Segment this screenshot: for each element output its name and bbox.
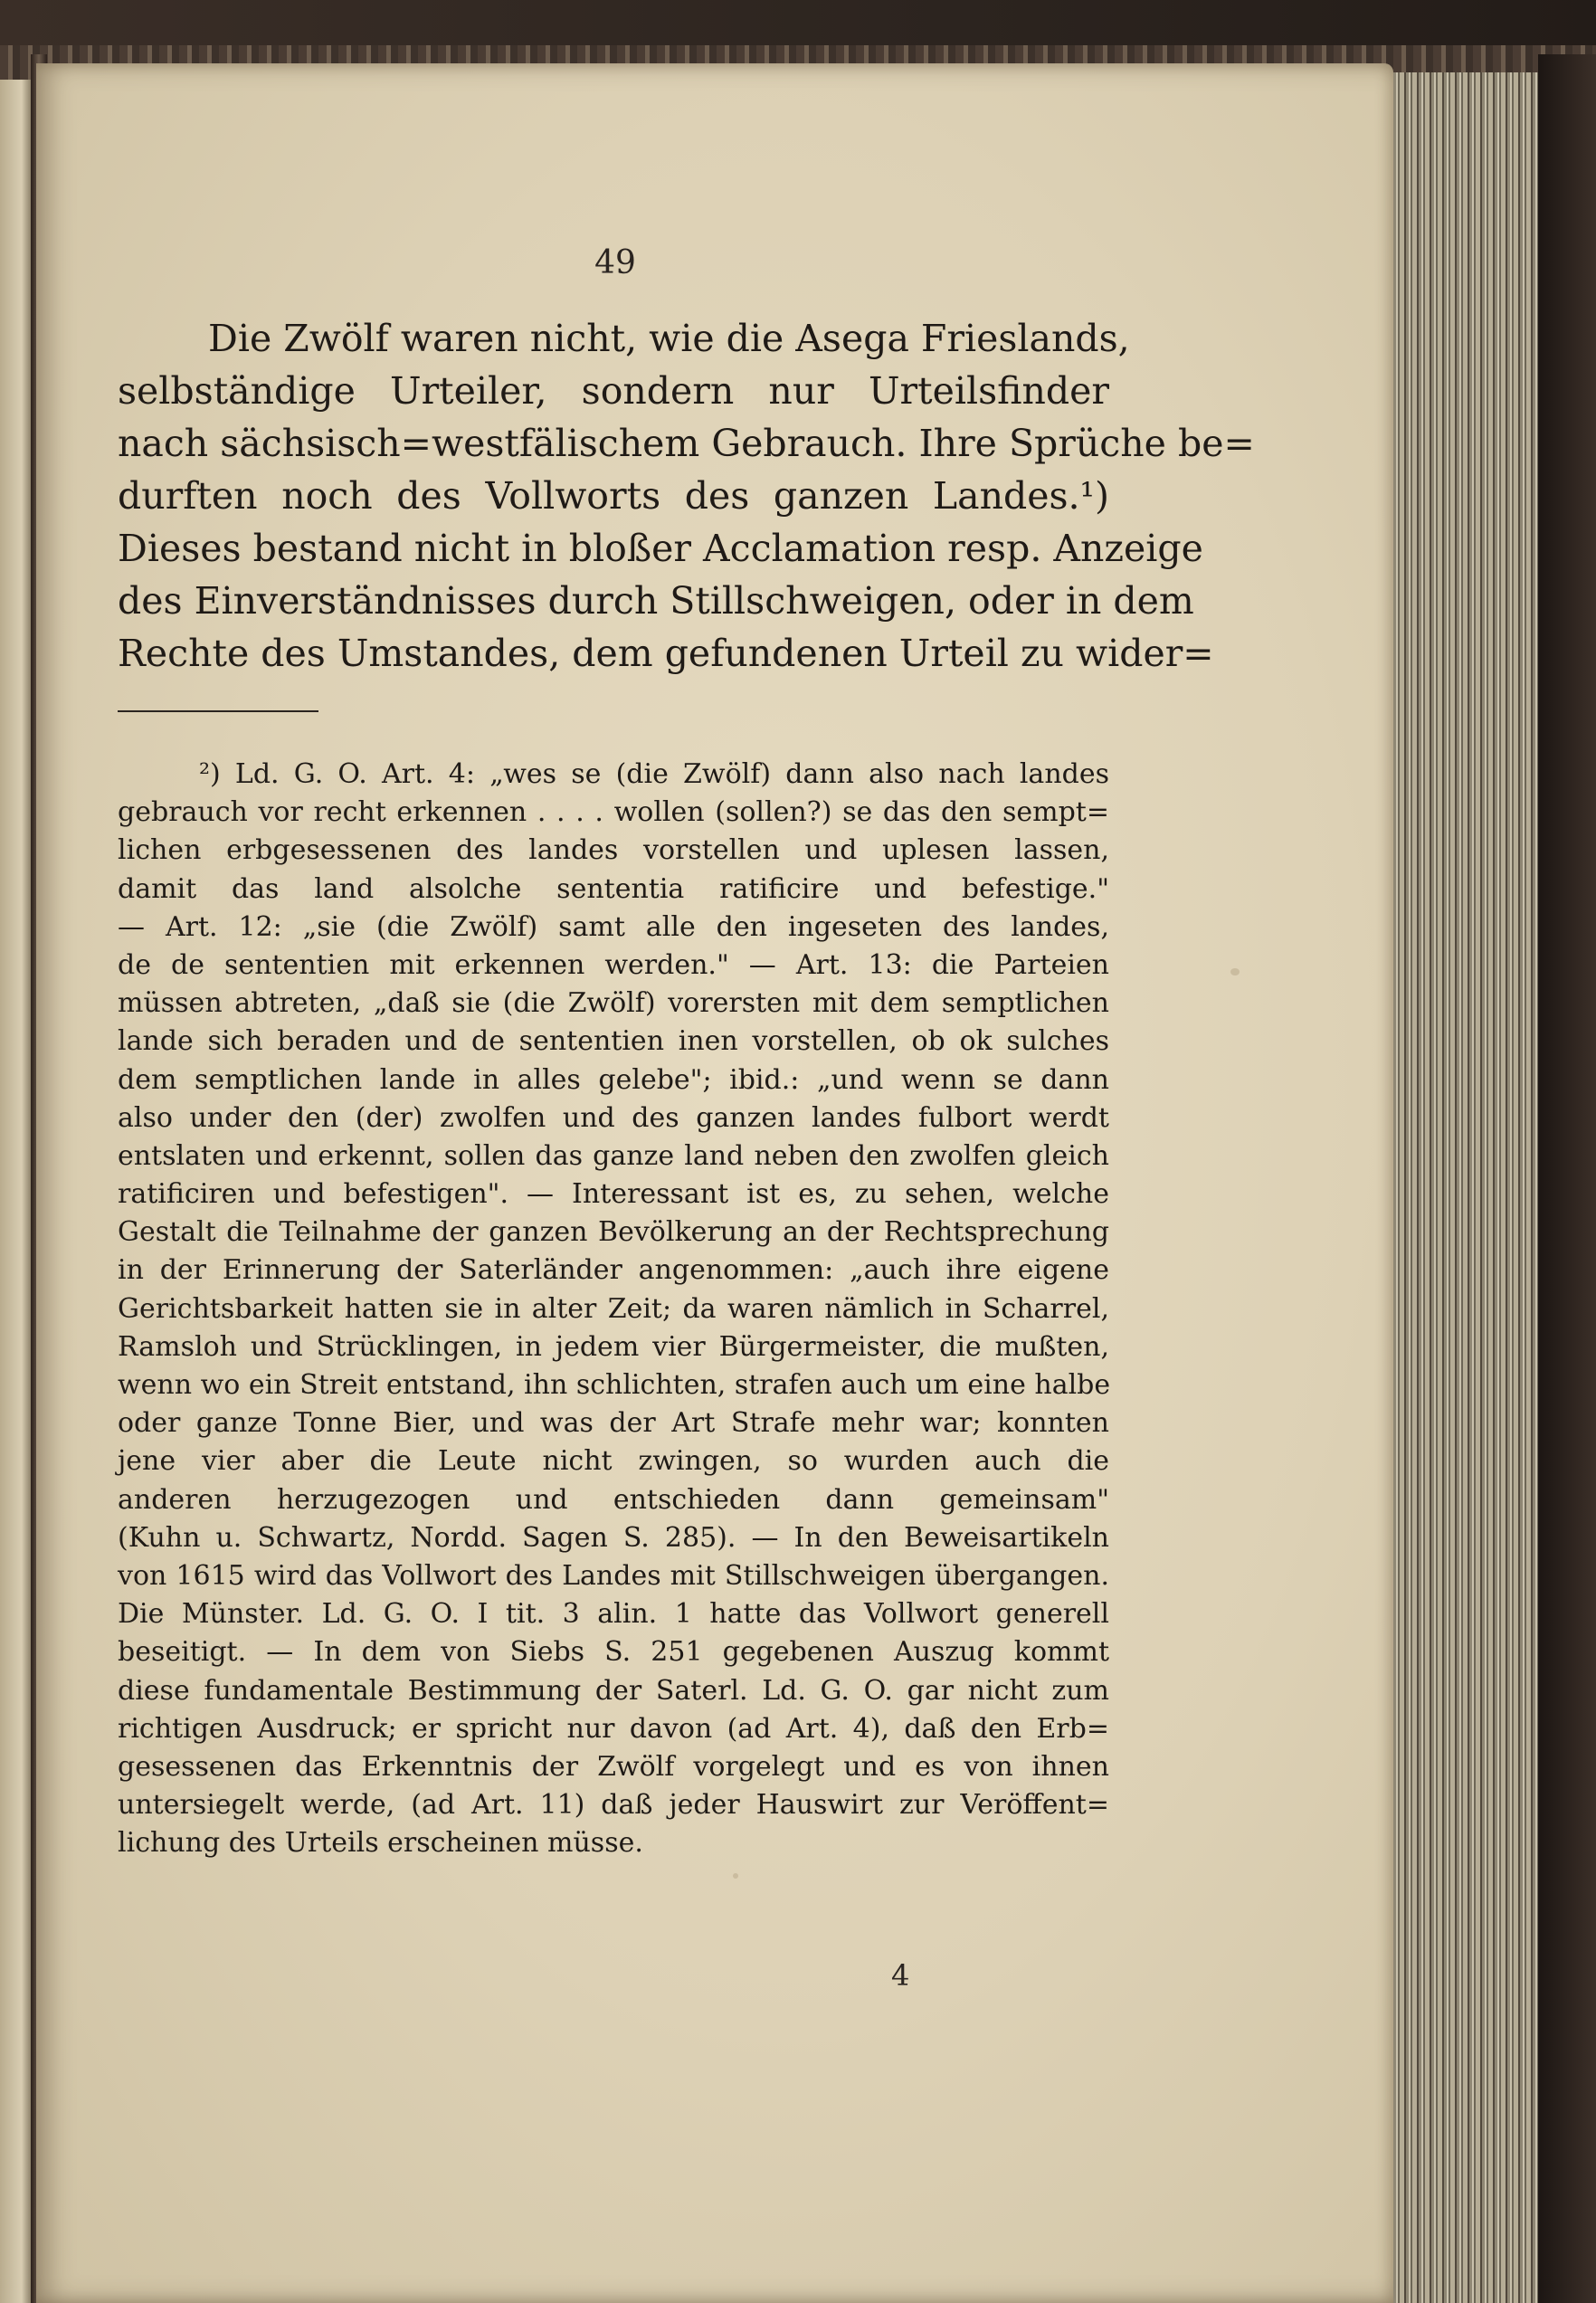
footnote-line: beseitigt. — In dem von Siebs S. 251 gegebenen Auszug kommt <box>118 1636 1109 1669</box>
cover-edge <box>1538 54 1596 2303</box>
foxing-spot <box>733 1873 738 1879</box>
footnote-line: lande sich beraden und de sententien inen vorstellen, ob ok sulches <box>118 1025 1109 1058</box>
body-line: Die Zwölf waren nicht, wie die Asega Frieslands, <box>208 317 1130 360</box>
foxing-spot <box>1230 968 1240 975</box>
footnote-line: jene vier aber die Leute nicht zwingen, so wurden auch die <box>118 1445 1109 1478</box>
footnote-line: anderen herzugezogen und entschieden dann gemeinsam" <box>118 1483 1109 1516</box>
body-line: nach sächsisch=westfälischem Gebrauch. Ihre Sprüche be= <box>118 422 1255 465</box>
footnote-line: diese fundamentale Bestimmung der Saterl. Ld. G. O. gar nicht zum <box>118 1674 1109 1707</box>
footnote-line: Gerichtsbarkeit hatten sie in alter Zeit; da waren nämlich in Scharrel, <box>118 1292 1109 1325</box>
body-line: des Einverständnisses durch Stillschweigen, oder in dem <box>118 579 1194 623</box>
footnote-line: untersiegelt werde, (ad Art. 11) daß jeder Hauswirt zur Veröffent= <box>118 1789 1109 1822</box>
footnote-line: gesessenen das Erkenntnis der Zwölf vorgelegt und es von ihnen <box>118 1750 1109 1783</box>
page-number: 49 <box>594 244 636 281</box>
body-line: selbständige Urteiler, sondern nur Urteilsfinder <box>118 369 1109 413</box>
body-paragraph <box>118 312 1255 680</box>
footnote-line: Die Münster. Ld. G. O. I tit. 3 alin. 1 hatte das Vollwort generell <box>118 1598 1109 1631</box>
footnote-line: dem semptlichen lande in alles gelebe"; ibid.: „und wenn se dann <box>118 1063 1109 1096</box>
body-line: Dieses bestand nicht in bloßer Acclamation resp. Anzeige <box>118 527 1203 570</box>
footnote-line: damit das land alsolche sententia ratificire und befestige." <box>118 872 1109 905</box>
body-line: durften noch des Vollworts des ganzen Landes.¹) <box>118 474 1109 518</box>
footnote-line: richtigen Ausdruck; er spricht nur davon (ad Art. 4), daß den Erb= <box>118 1712 1109 1745</box>
footnote <box>118 756 1109 1862</box>
footnote-line: in der Erinnerung der Saterländer angenommen: „auch ihre eigene <box>118 1254 1109 1287</box>
left-page-edge <box>0 80 31 2303</box>
footnote-line: (Kuhn u. Schwartz, Nordd. Sagen S. 285). — In den Beweisartikeln <box>118 1521 1109 1554</box>
footnote-line: müssen abtreten, „daß sie (die Zwölf) vorersten mit dem semptlichen <box>118 987 1109 1020</box>
page-stack-edge <box>1393 72 1538 2303</box>
footnote-line: Gestalt die Teilnahme der ganzen Bevölkerung an der Rechtsprechung <box>118 1216 1109 1249</box>
footnote-line: ²) Ld. G. O. Art. 4: „wes se (die Zwölf) dann also nach landes <box>199 758 1109 790</box>
footnote-line: — Art. 12: „sie (die Zwölf) samt alle den ingeseten des landes, <box>118 910 1109 943</box>
sheet-signature: 4 <box>891 1958 910 1993</box>
footnote-line: lichung des Urteils erscheinen müsse. <box>118 1827 643 1860</box>
footnote-line: wenn wo ein Streit entstand, ihn schlichten, strafen auch um eine halbe <box>118 1369 1111 1401</box>
footnote-line: also under den (der) zwolfen und des ganzen landes fulbort werdt <box>118 1101 1109 1134</box>
footnote-line: de de sententien mit erkennen werden." — Art. 13: die Parteien <box>118 948 1109 981</box>
footnote-line: lichen erbgesessenen des landes vorstellen und uplesen lassen, <box>118 834 1109 867</box>
footnote-line: oder ganze Tonne Bier, und was der Art Strafe mehr war; konnten <box>118 1407 1109 1440</box>
footnote-rule <box>118 710 318 712</box>
footnote-line: von 1615 wird das Vollwort des Landes mit Stillschweigen übergangen. <box>118 1559 1109 1592</box>
footnote-line: entslaten und erkennt, sollen das ganze land neben den zwolfen gleich <box>118 1139 1109 1172</box>
footnote-line: gebrauch vor recht erkennen . . . . wollen (sollen?) se das den sempt= <box>118 796 1109 829</box>
footnote-line: ratificiren und befestigen". — Interessant ist es, zu sehen, welche <box>118 1178 1109 1211</box>
body-line: Rechte des Umstandes, dem gefundenen Urteil zu wider= <box>118 632 1214 675</box>
footnote-line: Ramsloh und Strücklingen, in jedem vier Bürgermeister, die mußten, <box>118 1330 1109 1363</box>
